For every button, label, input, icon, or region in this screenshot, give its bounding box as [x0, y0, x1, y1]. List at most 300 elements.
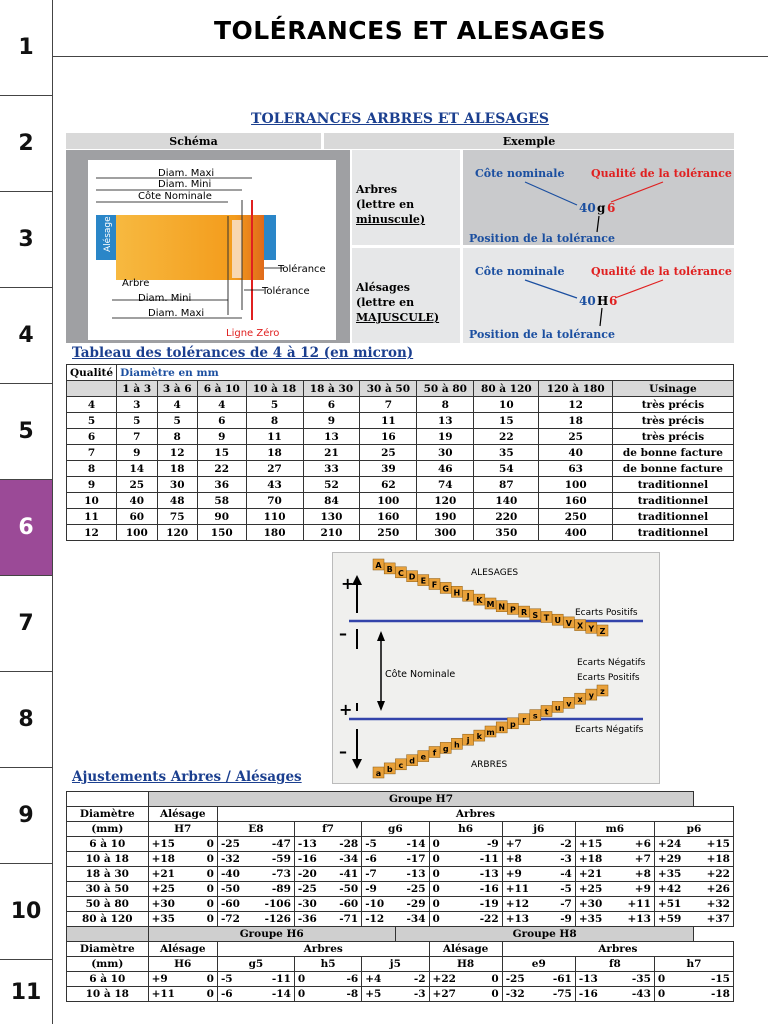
fit-cell: 6 à 10: [67, 972, 149, 987]
fit-cell: 0: [196, 972, 218, 987]
fit-cell: Diamètre: [67, 942, 149, 957]
fit-cell: 0: [196, 852, 218, 867]
fit-cell: 0: [196, 912, 218, 927]
chapter-tab-5[interactable]: 5: [0, 384, 52, 480]
tolerance-row: [67, 413, 734, 429]
fit-cell: -16: [575, 987, 615, 1002]
tolerance-cell: 87: [474, 477, 539, 493]
alesages-label: Alésages: [356, 281, 410, 294]
chapter-tab-2[interactable]: 2: [0, 96, 52, 192]
plus-sign-2: +: [339, 700, 353, 719]
label-arbres: ARBRES: [471, 760, 508, 770]
tolerance-cell: 33: [303, 461, 360, 477]
arbre-letter-box: [519, 714, 530, 725]
alesage-letter-box: [496, 601, 507, 612]
fit-cell: +9: [502, 867, 542, 882]
arbre-letter-box: [373, 767, 384, 778]
fit-cell: -34: [395, 912, 429, 927]
tolerance-cell: 10: [67, 493, 117, 509]
fit-cell: +32: [694, 897, 734, 912]
label-cote-nominale-diagram: Côte Nominale: [385, 669, 456, 680]
alesage-letter: K: [476, 596, 483, 606]
tolerance-cell: 9: [303, 413, 360, 429]
fit-cell: Arbres: [217, 942, 429, 957]
tolerance-cell: 58: [197, 493, 246, 509]
fit-cell: -4: [542, 867, 576, 882]
fit-cell: +27: [429, 987, 469, 1002]
tolerance-cell: 160: [360, 509, 417, 525]
alesage-letter-box: [586, 622, 597, 633]
tolerance-row: [67, 397, 734, 413]
chapter-tab-8[interactable]: 8: [0, 672, 52, 768]
fit-cell: +42: [654, 882, 694, 897]
fit-cell: -71: [328, 912, 362, 927]
tolerance-cell: 8: [417, 397, 474, 413]
tolerance-cell: 6: [303, 397, 360, 413]
arbre-letter-box: [530, 710, 541, 721]
tolerance-cell: 9: [197, 429, 246, 445]
tolerance-cell: 13: [303, 429, 360, 445]
arbre-letter: r: [522, 715, 527, 725]
fit-cell: 0: [196, 837, 218, 852]
fit-cell: -60: [217, 897, 251, 912]
schema-header-row: [66, 133, 734, 149]
alesage-letter-box: [440, 582, 451, 593]
fit-cell: +22: [694, 867, 734, 882]
tolerance-cell: 300: [417, 525, 474, 541]
fit-cell: -50: [217, 882, 251, 897]
arbre-letter: s: [532, 711, 538, 721]
tolerance-row: [67, 477, 734, 493]
tolerance-cell: 15: [197, 445, 246, 461]
tolerance-cell: traditionnel: [612, 477, 733, 493]
tolerance-cell: 8: [246, 413, 303, 429]
tol-col-header: 10 à 18: [246, 381, 303, 397]
tolerance-cell: 220: [474, 509, 539, 525]
fit-cell: -25: [217, 837, 251, 852]
fit-cell: -16: [294, 852, 328, 867]
col-exemple: Exemple: [324, 133, 734, 149]
tolerance-cell: 12: [539, 397, 612, 413]
alesage-letter: D: [408, 572, 416, 582]
tolerance-cell: 100: [360, 493, 417, 509]
tolerance-cell: 100: [117, 525, 157, 541]
tolerance-cell: 22: [197, 461, 246, 477]
section-heading-ajustements: Ajustements Arbres / Alésages: [72, 769, 302, 785]
arbre-letter-box: [463, 734, 474, 745]
arbre-letter-box: [429, 747, 440, 758]
tolerance-cell: 52: [303, 477, 360, 493]
fit-cell: e9: [502, 957, 575, 972]
alesage-letter: N: [498, 602, 506, 612]
arbre-letter: j: [466, 736, 470, 746]
arbre-letter-box: [563, 697, 574, 708]
tolerance-cell: très précis: [612, 413, 733, 429]
label-ecarts-positifs-2: Ecarts Positifs: [577, 673, 640, 683]
minus-sign-1: –: [339, 624, 347, 643]
fit-cell: +13: [502, 912, 542, 927]
fit-cell: -60: [328, 897, 362, 912]
alesage-letter: P: [509, 605, 516, 615]
fit-cell: -7: [542, 897, 576, 912]
chapter-tab-6[interactable]: 6: [0, 480, 52, 576]
tolerance-cell: 46: [417, 461, 474, 477]
fit-cell: -59: [251, 852, 294, 867]
fit-cell: +15: [694, 837, 734, 852]
alesage-letter: S: [532, 610, 539, 620]
alesage-letter: J: [466, 592, 470, 602]
tolerance-row: [67, 429, 734, 445]
alesages-q: 6: [609, 294, 618, 308]
arbre-letter-box: [407, 755, 418, 766]
tolerance-cell: 160: [539, 493, 612, 509]
tolerance-cell: 12: [157, 445, 197, 461]
fit-cell: 0: [196, 987, 218, 1002]
fit-row: [67, 927, 734, 942]
fit-row: [67, 867, 734, 882]
fit-cell: +59: [654, 912, 694, 927]
arbre-letter: u: [554, 703, 561, 713]
fit-cell: (mm): [67, 822, 149, 837]
fit-cell: f8: [575, 957, 654, 972]
fit-cell: -5: [362, 837, 396, 852]
fit-cell: +35: [575, 912, 615, 927]
chapter-tab-7[interactable]: 7: [0, 576, 52, 672]
fit-cell: -9: [542, 912, 576, 927]
arbre-letter: a: [375, 769, 382, 778]
tolerance-row: [67, 525, 734, 541]
fit-cell: m6: [575, 822, 654, 837]
tolerance-cell: 9: [117, 445, 157, 461]
tolerance-cell: 210: [303, 525, 360, 541]
fit-cell: -14: [395, 837, 429, 852]
fit-cell: [67, 792, 149, 807]
arbres-letter: g: [597, 201, 606, 215]
tolerance-cell: 8: [157, 429, 197, 445]
alesage-letter: G: [442, 584, 449, 594]
alesage-letter: C: [397, 568, 404, 578]
tolerance-row: [67, 493, 734, 509]
fit-cell: +9: [615, 882, 655, 897]
fit-cell: -2: [542, 837, 576, 852]
tol-col-header: 120 à 180: [539, 381, 612, 397]
fit-cell: p6: [654, 822, 733, 837]
fit-cell: 6 à 10: [67, 837, 149, 852]
fit-cell: Arbres: [502, 942, 733, 957]
tolerance-cell: très précis: [612, 429, 733, 445]
tolerance-cell: 25: [539, 429, 612, 445]
alesage-letter-box: [530, 609, 541, 620]
alesages-lettre: (lettre en: [356, 296, 415, 309]
arbre-letter: n: [498, 723, 505, 733]
label-arbre: Arbre: [122, 278, 150, 289]
arbre-letter-box: [384, 763, 395, 774]
fit-cell: +13: [615, 912, 655, 927]
tolerance-cell: 7: [360, 397, 417, 413]
tol-col-header: Usinage: [612, 381, 733, 397]
tolerance-row: [67, 461, 734, 477]
arbre-letter-box: [597, 685, 608, 696]
fit-cell: -25: [395, 882, 429, 897]
fit-cell: 80 à 120: [67, 912, 149, 927]
fit-cell: 0: [196, 882, 218, 897]
label-alesage: Alésage: [103, 216, 113, 252]
fit-row: [67, 957, 734, 972]
fit-cell: +11: [148, 987, 195, 1002]
fit-cell: -50: [328, 882, 362, 897]
fit-cell: +18: [694, 852, 734, 867]
tolerance-cell: 19: [417, 429, 474, 445]
tolerance-cell: traditionnel: [612, 525, 733, 541]
tolerance-cell: 10: [474, 397, 539, 413]
fit-cell: -15: [694, 972, 734, 987]
tolerance-cell: 140: [474, 493, 539, 509]
plus-sign-1: +: [341, 574, 355, 593]
alesage-letter: A: [375, 561, 382, 570]
tolerance-cell: 5: [67, 413, 117, 429]
fit-cell: +5: [362, 987, 396, 1002]
tolerance-cell: 35: [474, 445, 539, 461]
fit-cell: -47: [251, 837, 294, 852]
alesage-letter-box: [519, 606, 530, 617]
fit-cell: +30: [575, 897, 615, 912]
fit-cell: 0: [469, 987, 503, 1002]
label-diam-maxi: Diam. Maxi: [158, 168, 215, 179]
alesage-letter-box: [575, 620, 586, 631]
tolerance-table: [66, 364, 734, 541]
alesage-letter: B: [386, 564, 393, 574]
fit-cell: +22: [429, 972, 469, 987]
fit-cell: +35: [148, 912, 195, 927]
arbre-letter: e: [420, 752, 427, 762]
fit-row: [67, 912, 734, 927]
chapter-tab-4[interactable]: 4: [0, 288, 52, 384]
fit-cell: -5: [217, 972, 251, 987]
tolerance-cell: 130: [303, 509, 360, 525]
fit-cell: +15: [148, 837, 195, 852]
tolerance-cell: 21: [303, 445, 360, 461]
chapter-tab-3[interactable]: 3: [0, 192, 52, 288]
alesage-letter-box: [373, 559, 384, 570]
fit-cell: -5: [542, 882, 576, 897]
diametre-header: Diamètre en mm: [117, 365, 734, 381]
alesage-letter-box: [407, 571, 418, 582]
alesage-letter: H: [453, 588, 461, 598]
tolerance-cell: 5: [246, 397, 303, 413]
tolerance-cell: 7: [117, 429, 157, 445]
fit-cell: +8: [615, 867, 655, 882]
fit-cell: 0: [654, 972, 694, 987]
arbre-letter: k: [476, 732, 482, 742]
fit-cell: 50 à 80: [67, 897, 149, 912]
fit-row: [67, 942, 734, 957]
alesage-letter-box: [541, 612, 552, 623]
qualite-header: Qualité: [67, 365, 117, 381]
tolerance-cell: 350: [474, 525, 539, 541]
fit-cell: 0: [429, 852, 469, 867]
tolerance-cell: de bonne facture: [612, 445, 733, 461]
fit-cell: 10 à 18: [67, 987, 149, 1002]
fit-cell: Alésage: [148, 807, 217, 822]
label-diam-maxi-2: Diam. Maxi: [148, 308, 205, 319]
fit-cell: -18: [694, 987, 734, 1002]
fit-cell: [67, 927, 149, 942]
section-heading-tableau: Tableau des tolérances de 4 à 12 (en micron): [72, 345, 414, 361]
label-ecarts-negatifs-1: Ecarts Négatifs: [577, 658, 646, 668]
fit-cell: +25: [148, 882, 195, 897]
tolerance-cell: 9: [67, 477, 117, 493]
alesage-letter-box: [384, 563, 395, 574]
tolerance-cell: 11: [67, 509, 117, 525]
fit-cell: +37: [694, 912, 734, 927]
chapter-tab-1[interactable]: 1: [0, 0, 52, 96]
chapter-tab-11[interactable]: 11: [10, 979, 42, 1005]
label-alesages: ALESAGES: [471, 568, 519, 578]
fit-cell: f7: [294, 822, 361, 837]
fit-cell: -28: [328, 837, 362, 852]
tolerance-cell: 48: [157, 493, 197, 509]
fit-cell: -43: [615, 987, 655, 1002]
fit-cell: -35: [615, 972, 655, 987]
fit-cell: 18 à 30: [67, 867, 149, 882]
col-schema: Schéma: [66, 133, 321, 149]
fit-cell: +30: [148, 897, 195, 912]
arbre-letter-box: [552, 701, 563, 712]
fit-row: [67, 987, 734, 1002]
arbre-letter: f: [432, 748, 437, 758]
fit-cell: Diamètre: [67, 807, 149, 822]
arbre-letter: x: [577, 695, 583, 705]
fit-cell: +11: [502, 882, 542, 897]
alesage-letter: Y: [588, 624, 595, 634]
alesage-letter-box: [451, 586, 462, 597]
fit-cell: 10 à 18: [67, 852, 149, 867]
label-ecarts-positifs-1: Ecarts Positifs: [575, 608, 638, 618]
tol-col-header: 50 à 80: [417, 381, 474, 397]
alesages-letter: H: [597, 294, 609, 308]
fit-cell: +12: [502, 897, 542, 912]
fit-cell: +21: [575, 867, 615, 882]
fit-cell: (mm): [67, 957, 149, 972]
tolerance-cell: 25: [117, 477, 157, 493]
fit-cell: 30 à 50: [67, 882, 149, 897]
arbre-letter: g: [442, 744, 449, 754]
arbres-minuscule: minuscule): [356, 213, 426, 226]
tol-col-header: 30 à 50: [360, 381, 417, 397]
fit-cell: H7: [148, 822, 217, 837]
tolerance-cell: 25: [360, 445, 417, 461]
arbres-q: 6: [607, 201, 616, 215]
tolerance-cell: 90: [197, 509, 246, 525]
label-diam-mini-2: Diam. Mini: [138, 293, 192, 304]
alesage-letter: R: [521, 608, 528, 618]
tolerance-cell: 30: [417, 445, 474, 461]
fit-row: [67, 852, 734, 867]
chapter-tab-9[interactable]: 9: [0, 768, 52, 864]
fit-cell: -2: [395, 972, 429, 987]
fit-cell: -29: [395, 897, 429, 912]
alesages-qualite: Qualité de la tolérance: [591, 265, 732, 278]
fit-cell: -22: [469, 912, 503, 927]
fit-cell: -9: [362, 882, 396, 897]
alesages-num: 40: [579, 294, 596, 308]
chapter-tab-10[interactable]: 10: [0, 864, 52, 960]
fit-cell: -75: [542, 987, 576, 1002]
tolerance-cell: 70: [246, 493, 303, 509]
fit-cell: -32: [502, 987, 542, 1002]
fit-cell: g6: [362, 822, 429, 837]
alesage-letter-box: [552, 614, 563, 625]
tolerance-cell: 36: [197, 477, 246, 493]
page-title: TOLÉRANCES ET ALESAGES: [213, 16, 607, 45]
fit-cell: Arbres: [217, 807, 733, 822]
fit-cell: -12: [362, 912, 396, 927]
arbre-letter-box: [507, 718, 518, 729]
fit-cell: -72: [217, 912, 251, 927]
fit-cell: -16: [469, 882, 503, 897]
alesage-letter-box: [463, 590, 474, 601]
fit-cell: Groupe H7: [148, 792, 694, 807]
fit-cell: -11: [469, 852, 503, 867]
arbres-lettre: (lettre en: [356, 198, 415, 211]
alesage-letter-box: [485, 598, 496, 609]
fit-cell: Groupe H8: [395, 927, 694, 942]
alesages-majuscule: MAJUSCULE): [356, 311, 440, 324]
tolerance-cell: 5: [157, 413, 197, 429]
tolerance-cell: 18: [157, 461, 197, 477]
alesage-letter-box: [395, 567, 406, 578]
tolerance-cell: 22: [474, 429, 539, 445]
fit-cell: 0: [294, 972, 328, 987]
tolerance-cell: traditionnel: [612, 493, 733, 509]
arbre-letter: z: [600, 687, 605, 696]
arbre-letter: p: [510, 719, 516, 729]
fit-cell: 0: [429, 882, 469, 897]
fit-cell: -34: [328, 852, 362, 867]
arbre-letter-box: [586, 689, 597, 700]
fit-row: [67, 972, 734, 987]
alesages-cote-nominale: Côte nominale: [475, 265, 565, 278]
fit-cell: -25: [502, 972, 542, 987]
exemple-alesages-diagram: [463, 248, 734, 343]
schema-image: [88, 160, 336, 340]
fit-cell: -13: [294, 837, 328, 852]
fit-cell: h6: [429, 822, 502, 837]
tolerance-cell: 150: [197, 525, 246, 541]
tolerance-cell: traditionnel: [612, 509, 733, 525]
fit-cell: +29: [654, 852, 694, 867]
fit-cell: Alésage: [429, 942, 502, 957]
fit-cell: +35: [654, 867, 694, 882]
tolerance-cell: très précis: [612, 397, 733, 413]
fit-cell: -32: [217, 852, 251, 867]
tolerance-cell: 190: [417, 509, 474, 525]
fit-cell: -6: [217, 987, 251, 1002]
fit-cell: j6: [502, 822, 575, 837]
exemple-arbres-diagram: [463, 150, 734, 245]
fit-cell: +15: [575, 837, 615, 852]
arbre-letter: h: [454, 740, 460, 750]
arbres-num: 40: [579, 201, 596, 215]
tolerance-cell: 250: [539, 509, 612, 525]
fit-cell: -13: [395, 867, 429, 882]
tol-col-header: 18 à 30: [303, 381, 360, 397]
arbre-letter-box: [418, 751, 429, 762]
title-divider: [52, 56, 768, 57]
alesage-letter: E: [420, 576, 427, 586]
tolerance-cell: 400: [539, 525, 612, 541]
fit-row: [67, 837, 734, 852]
